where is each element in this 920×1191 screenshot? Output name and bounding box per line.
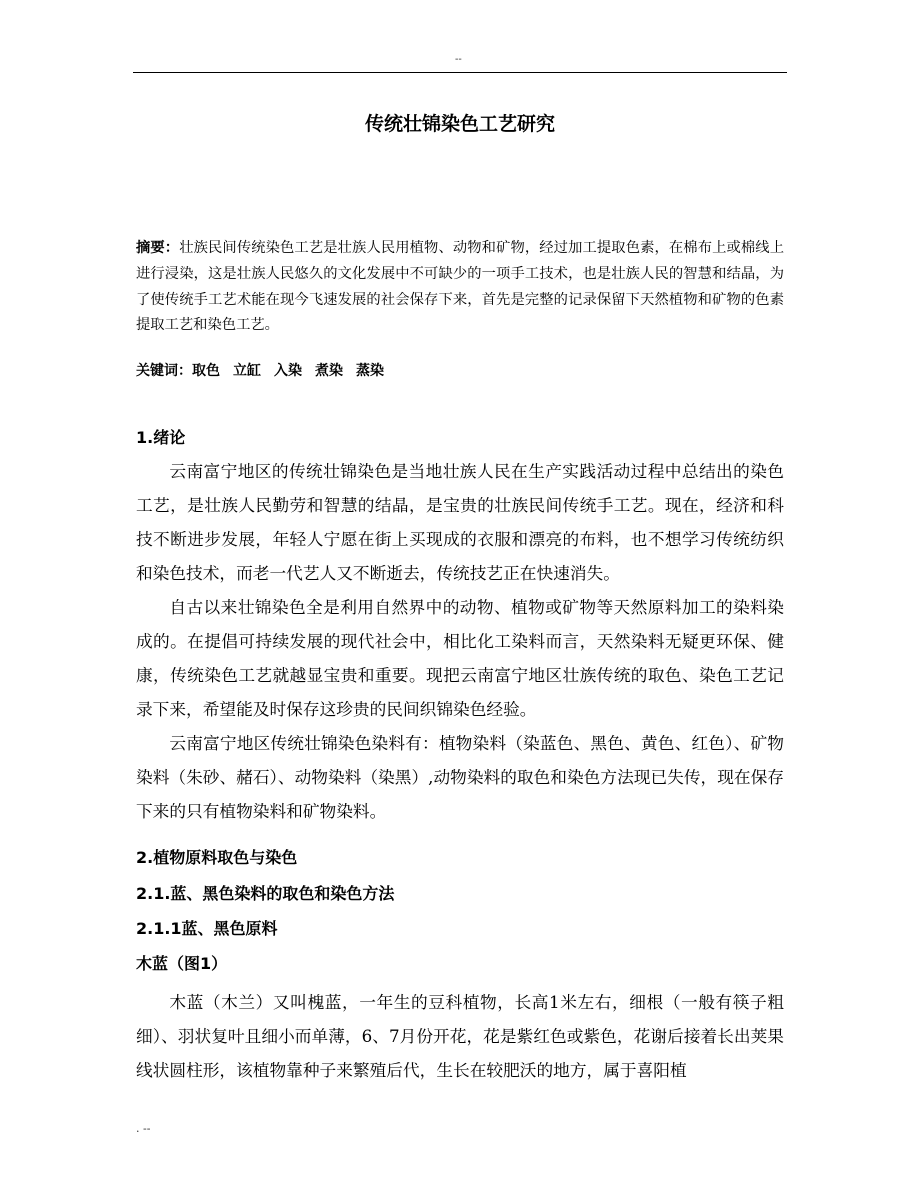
page-title: 传统壮锦染色工艺研究 [364, 113, 555, 135]
footer-mark: . -- [136, 1122, 151, 1135]
abstract [136, 236, 784, 339]
section-heading-plant: 2.植物原料取色与染色 [136, 848, 298, 867]
header-mark: -- [455, 54, 462, 65]
section-heading-intro: 1.绪论 [136, 428, 186, 447]
header-rule [133, 72, 787, 73]
abstract-label: 摘要： [136, 240, 180, 256]
subsection-heading-blue-black: 2.1.蓝、黑色染料的取色和染色方法 [136, 884, 395, 903]
keyword: 煮染 [315, 363, 343, 379]
keyword: 蒸染 [356, 363, 384, 379]
abstract-text: 壮族民间传统染色工艺是壮族人民用植物、动物和矿物，经过加工提取色素，在棉布上或棉线上进行浸染，这是壮族人民悠久的文化发展中不可缺少的一项手工技术，也是壮族人民的智慧和结晶，为了使传统手工艺术能在现今飞速发展的社会保存下来，首先是完整的记录保留下天然植物和矿物的色素提取工艺和染色工艺。 [136, 240, 785, 334]
keyword: 立缸 [233, 363, 261, 379]
body-intro [136, 454, 784, 828]
keywords [136, 360, 784, 382]
paragraph: 云南富宁地区传统壮锦染色染料有：植物染料（染蓝色、黑色、黄色、红色）、矿物染料（朱砂、赭石）、动物染料（染黑）,动物染料的取色和染色方法现已失传，现在保存下来的只有植物染料和矿物染料。 [136, 733, 784, 821]
heading-mulan: 木蓝（图1） [136, 954, 228, 973]
subsubsection-heading-materials: 2.1.1蓝、黑色原料 [136, 919, 278, 938]
keyword: 入染 [274, 363, 302, 379]
paragraph: 云南富宁地区的传统壮锦染色是当地壮族人民在生产实践活动过程中总结出的染色工艺，是壮族人民勤劳和智慧的结晶，是宝贵的壮族民间传统手工艺。现在，经济和科技不断进步发展，年轻人宁愿在街上买现成的衣服和漂亮的布料，也不想学习传统纺织和染色技术，而老一代艺人又不断逝去，传统技艺正在快速消失。 [136, 461, 784, 583]
body-mulan [136, 985, 784, 1087]
paragraph: 木蓝（木兰）又叫槐蓝，一年生的豆科植物，长高1米左右，细根（一般有筷子粗细）、羽状复叶且细小而单薄，6、7月份开花，花是紫红色或紫色，花谢后接着长出荚果线状圆柱形，该植物靠种子来繁殖后代，生长在较肥沃的地方，属于喜阳植 [136, 992, 784, 1080]
keyword: 取色 [192, 363, 220, 379]
keywords-label: 关键词： [136, 363, 192, 379]
paragraph: 自古以来壮锦染色全是利用自然界中的动物、植物或矿物等天然原料加工的染料染成的。在提倡可持续发展的现代社会中，相比化工染料而言，天然染料无疑更环保、健康，传统染色工艺就越显宝贵和重要。现把云南富宁地区壮族传统的取色、染色工艺记录下来，希望能及时保存这珍贵的民间织锦染色经验。 [136, 597, 784, 719]
